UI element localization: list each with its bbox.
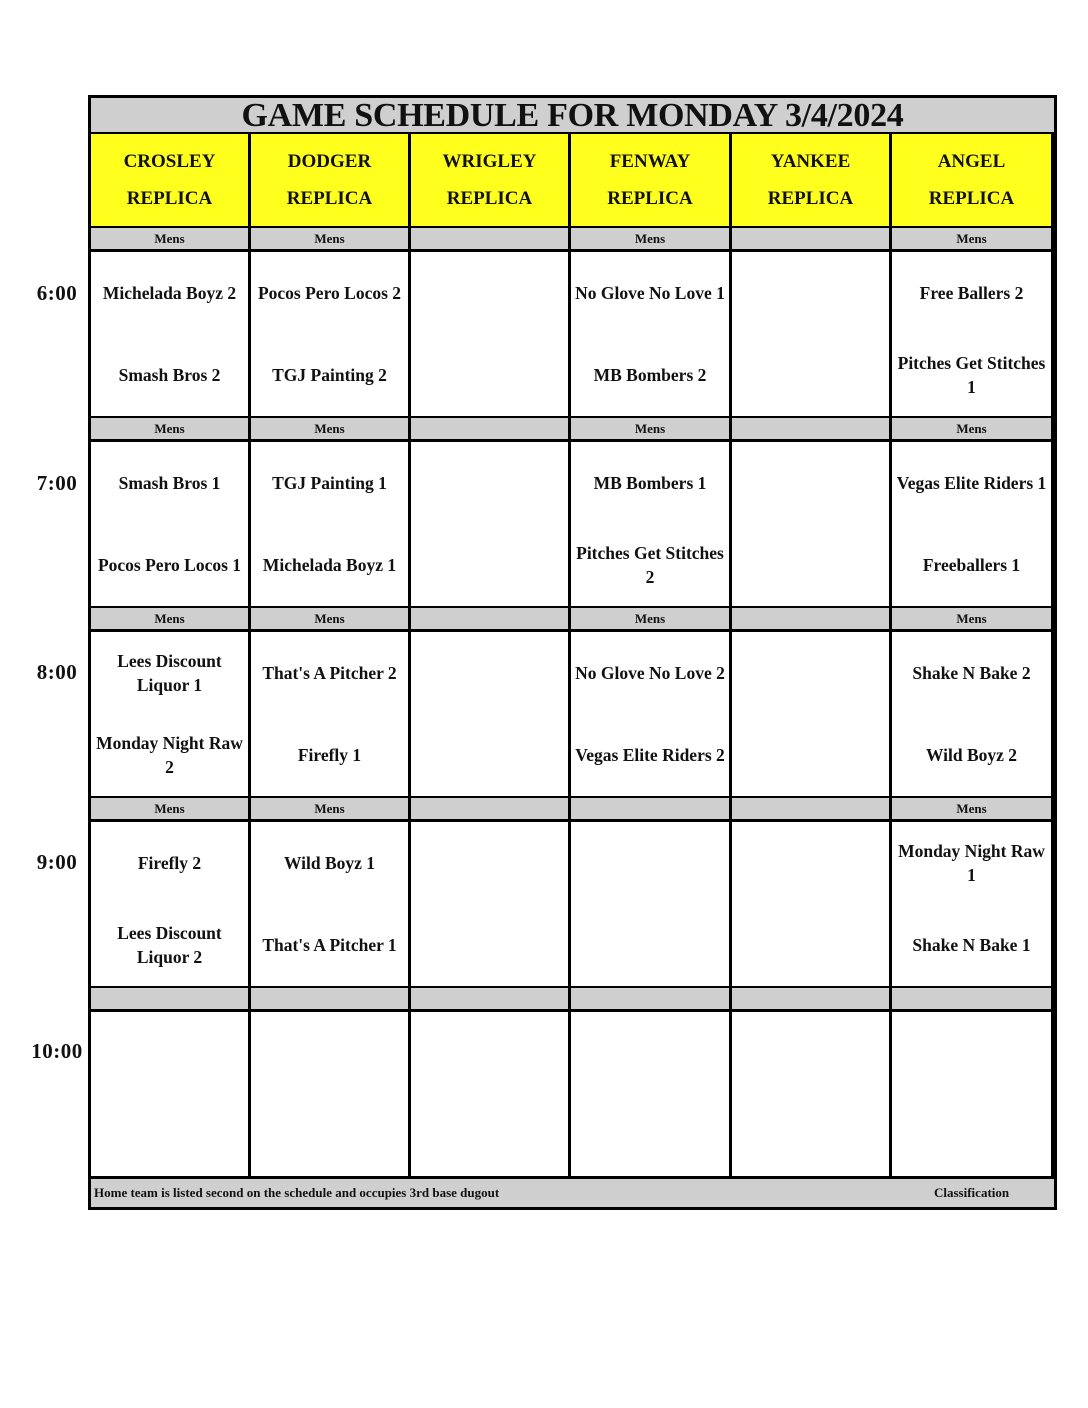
- away-team: No Glove No Love 2: [575, 663, 725, 683]
- home-team: Smash Bros 2: [118, 365, 221, 385]
- schedule-table: [88, 95, 1057, 1210]
- classification-row: [91, 608, 1054, 629]
- classification-cell: Mens: [571, 228, 729, 249]
- away-team: [411, 1012, 568, 1094]
- away-team: That's A Pitcher 2: [262, 663, 397, 683]
- field-name: YANKEE: [770, 151, 851, 172]
- classification-cell: Mens: [91, 608, 248, 629]
- time-label-9: 9:00: [36, 850, 78, 874]
- game-row: [91, 252, 1054, 416]
- field-name: DODGER: [287, 151, 372, 172]
- field-name: CROSLEY: [123, 151, 216, 172]
- game-cell: [91, 252, 248, 416]
- classification-cell: [732, 418, 889, 439]
- field-header-yankee: [732, 134, 889, 226]
- game-cell: [91, 442, 248, 606]
- field-sub: REPLICA: [446, 188, 533, 209]
- field-name: FENWAY: [609, 151, 691, 172]
- away-team: MB Bombers 1: [593, 473, 707, 493]
- classification-cell: [251, 988, 408, 1009]
- field-header-crosley: [91, 134, 248, 226]
- classification-cell: [411, 798, 568, 819]
- field-header-angel: [892, 134, 1051, 226]
- time-label-7: 7:00: [36, 471, 78, 495]
- home-team: [411, 524, 568, 606]
- game-cell: [732, 252, 889, 416]
- away-team: [732, 632, 889, 714]
- field-sub: REPLICA: [928, 188, 1015, 209]
- field-name: WRIGLEY: [442, 151, 537, 172]
- classification-cell: [892, 988, 1051, 1009]
- away-team: Vegas Elite Riders 1: [896, 473, 1047, 493]
- classification-cell: Mens: [251, 228, 408, 249]
- classification-cell: [571, 988, 729, 1009]
- game-cell: [732, 1012, 889, 1176]
- game-cell: [411, 1012, 568, 1176]
- classification-cell: Mens: [251, 418, 408, 439]
- field-header-row: [91, 134, 1054, 226]
- home-team: Wild Boyz 2: [925, 745, 1018, 765]
- game-row: [91, 1012, 1054, 1176]
- home-team: Monday Night Raw 2: [96, 733, 243, 777]
- away-team: Firefly 2: [137, 853, 202, 873]
- away-team: Lees Discount Liquor 1: [117, 651, 222, 695]
- home-team: [571, 904, 729, 986]
- time-label-6: 6:00: [36, 281, 78, 305]
- classification-cell: Mens: [91, 228, 248, 249]
- home-team: That's A Pitcher 1: [262, 935, 397, 955]
- home-team: Firefly 1: [297, 745, 362, 765]
- home-team: Vegas Elite Riders 2: [575, 745, 725, 765]
- home-team: Pitches Get Stitches 2: [576, 543, 724, 587]
- away-team: Pocos Pero Locos 2: [257, 283, 402, 303]
- game-cell: [732, 632, 889, 796]
- away-team: [91, 1012, 248, 1094]
- away-team: [411, 252, 568, 334]
- away-team: [571, 1012, 729, 1094]
- away-team: TGJ Painting 1: [272, 473, 387, 493]
- game-cell: [251, 1012, 408, 1176]
- home-team: [732, 904, 889, 986]
- away-team: No Glove No Love 1: [575, 283, 725, 303]
- away-team: [732, 252, 889, 334]
- classification-cell: Mens: [892, 418, 1051, 439]
- footer-row: [91, 1179, 1054, 1207]
- game-cell: [91, 1012, 248, 1176]
- classification-row: [91, 798, 1054, 819]
- away-team: Wild Boyz 1: [283, 853, 376, 873]
- away-team: [411, 442, 568, 524]
- classification-cell: [411, 418, 568, 439]
- classification-cell: Mens: [892, 228, 1051, 249]
- classification-row: [91, 988, 1054, 1009]
- home-team: [411, 904, 568, 986]
- home-team: Pocos Pero Locos 1: [97, 555, 242, 575]
- game-row: [91, 442, 1054, 606]
- home-team: [411, 714, 568, 796]
- game-cell: [571, 1012, 729, 1176]
- game-row: [91, 822, 1054, 986]
- home-team: Lees Discount Liquor 2: [117, 923, 222, 967]
- classification-cell: [732, 798, 889, 819]
- home-team: [732, 334, 889, 416]
- game-cell: [571, 632, 729, 796]
- game-cell: [411, 442, 568, 606]
- home-team: [732, 524, 889, 606]
- classification-cell: Mens: [251, 798, 408, 819]
- game-cell: [892, 1012, 1051, 1176]
- away-team: Smash Bros 1: [118, 473, 221, 493]
- away-team: Michelada Boyz 2: [102, 283, 237, 303]
- classification-row: [91, 228, 1054, 249]
- home-team: [892, 1094, 1051, 1176]
- game-cell: [251, 442, 408, 606]
- classification-cell: Mens: [571, 418, 729, 439]
- game-cell: [732, 822, 889, 986]
- classification-row: [91, 418, 1054, 439]
- game-cell: [91, 822, 248, 986]
- game-cell: [251, 252, 408, 416]
- field-sub: REPLICA: [126, 188, 213, 209]
- game-cell: [251, 822, 408, 986]
- classification-cell: [411, 608, 568, 629]
- game-cell: [892, 252, 1051, 416]
- away-team: [732, 442, 889, 524]
- classification-cell: [732, 608, 889, 629]
- classification-cell: [732, 988, 889, 1009]
- game-cell: [732, 442, 889, 606]
- classification-cell: [571, 798, 729, 819]
- classification-cell: [91, 988, 248, 1009]
- away-team: [892, 1012, 1051, 1094]
- away-team: [251, 1012, 408, 1094]
- away-team: Shake N Bake 2: [912, 663, 1031, 683]
- home-team-note: Home team is listed second on the schedule and occupies 3rd base dugout: [94, 1185, 500, 1200]
- away-team: [411, 632, 568, 714]
- classification-label: Classification: [934, 1185, 1010, 1200]
- home-team: Pitches Get Stitches 1: [897, 353, 1046, 397]
- home-team: [411, 1094, 568, 1176]
- home-team: [411, 334, 568, 416]
- home-team: [251, 1094, 408, 1176]
- field-sub: REPLICA: [286, 188, 373, 209]
- game-cell: [571, 822, 729, 986]
- time-label-8: 8:00: [36, 660, 78, 684]
- classification-cell: Mens: [892, 798, 1051, 819]
- schedule-title: GAME SCHEDULE FOR MONDAY 3/4/2024: [91, 98, 1054, 132]
- game-cell: [571, 252, 729, 416]
- field-header-wrigley: [411, 134, 568, 226]
- home-team: Michelada Boyz 1: [262, 555, 397, 575]
- classification-cell: [732, 228, 889, 249]
- home-team: [732, 714, 889, 796]
- classification-cell: Mens: [571, 608, 729, 629]
- game-cell: [892, 632, 1051, 796]
- time-label-10: 10:00: [31, 1039, 83, 1063]
- game-cell: [251, 632, 408, 796]
- home-team: [91, 1094, 248, 1176]
- game-cell: [571, 442, 729, 606]
- game-row: [91, 632, 1054, 796]
- away-team: [732, 1012, 889, 1094]
- away-team: [571, 822, 729, 904]
- home-team: Freeballers 1: [922, 555, 1021, 575]
- game-cell: [411, 822, 568, 986]
- home-team: TGJ Painting 2: [272, 365, 387, 385]
- field-header-dodger: [251, 134, 408, 226]
- home-team: [571, 1094, 729, 1176]
- away-team: Free Ballers 2: [919, 283, 1024, 303]
- home-team: [732, 1094, 889, 1176]
- away-team: Monday Night Raw 1: [898, 841, 1045, 885]
- home-team: MB Bombers 2: [593, 365, 707, 385]
- field-name: ANGEL: [937, 151, 1006, 172]
- field-sub: REPLICA: [767, 188, 854, 209]
- classification-cell: Mens: [251, 608, 408, 629]
- game-cell: [411, 252, 568, 416]
- home-team: Shake N Bake 1: [912, 935, 1031, 955]
- field-sub: REPLICA: [607, 188, 693, 209]
- game-cell: [892, 442, 1051, 606]
- game-cell: [91, 632, 248, 796]
- away-team: [411, 822, 568, 904]
- field-header-fenway: [571, 134, 729, 226]
- classification-cell: [411, 988, 568, 1009]
- classification-cell: Mens: [892, 608, 1051, 629]
- classification-cell: [411, 228, 568, 249]
- game-cell: [892, 822, 1051, 986]
- classification-cell: Mens: [91, 418, 248, 439]
- game-cell: [411, 632, 568, 796]
- classification-cell: Mens: [91, 798, 248, 819]
- away-team: [732, 822, 889, 904]
